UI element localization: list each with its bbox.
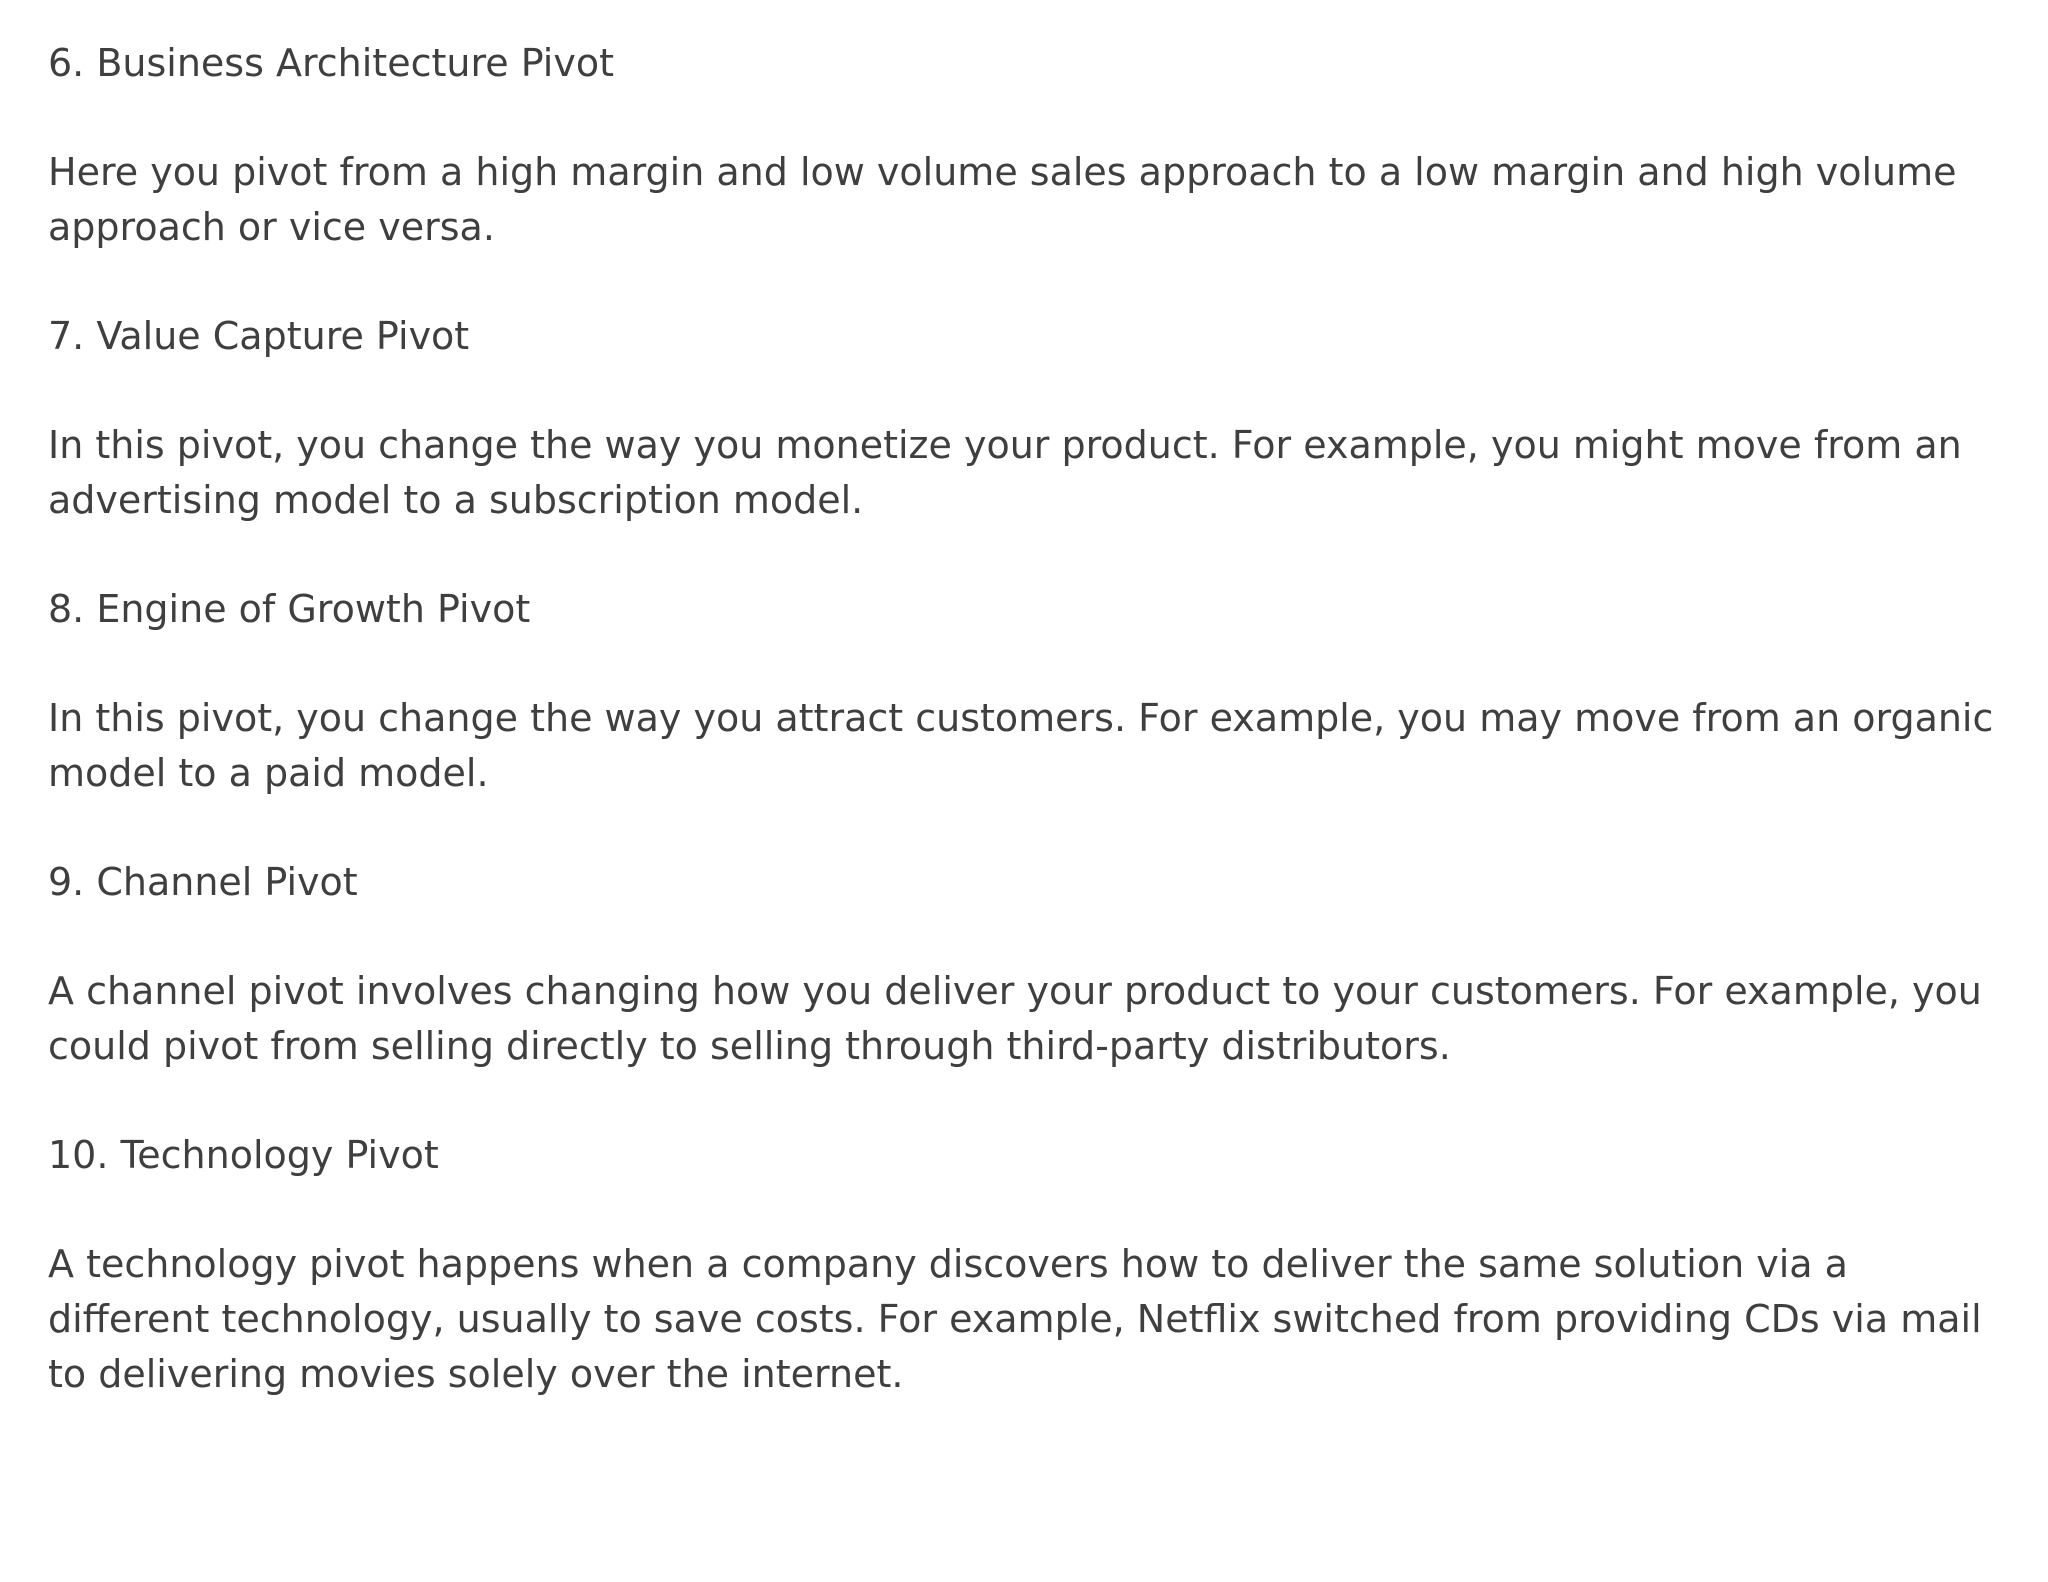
section-body: Here you pivot from a high margin and low volume sales approach to a low margin and high volume approach or vice versa. xyxy=(48,150,1957,249)
section-body: A channel pivot involves changing how you deliver your product to your customers. For example, you could pivot from selling directly to selling through third-party distributors. xyxy=(48,969,1982,1068)
section-value-capture-pivot xyxy=(48,309,2008,528)
section-technology-pivot xyxy=(48,1128,2008,1402)
section-channel-pivot xyxy=(48,855,2008,1074)
section-body: In this pivot, you change the way you attract customers. For example, you may move from an organic model to a paid model. xyxy=(48,696,1994,795)
section-heading: 8. Engine of Growth Pivot xyxy=(48,587,531,631)
section-heading: 7. Value Capture Pivot xyxy=(48,314,470,358)
section-heading: 9. Channel Pivot xyxy=(48,860,358,904)
article-content xyxy=(48,36,2008,1456)
section-heading: 6. Business Architecture Pivot xyxy=(48,41,614,85)
section-body: A technology pivot happens when a company discovers how to deliver the same solution via a different technology, usually to save costs. For example, Netflix switched from providing CDs via mail to delivering movies solely over the internet. xyxy=(48,1242,1982,1396)
section-business-architecture-pivot xyxy=(48,36,2008,255)
section-body: In this pivot, you change the way you monetize your product. For example, you might move from an advertising model to a subscription model. xyxy=(48,423,1962,522)
section-engine-of-growth-pivot xyxy=(48,582,2008,801)
section-heading: 10. Technology Pivot xyxy=(48,1133,439,1177)
